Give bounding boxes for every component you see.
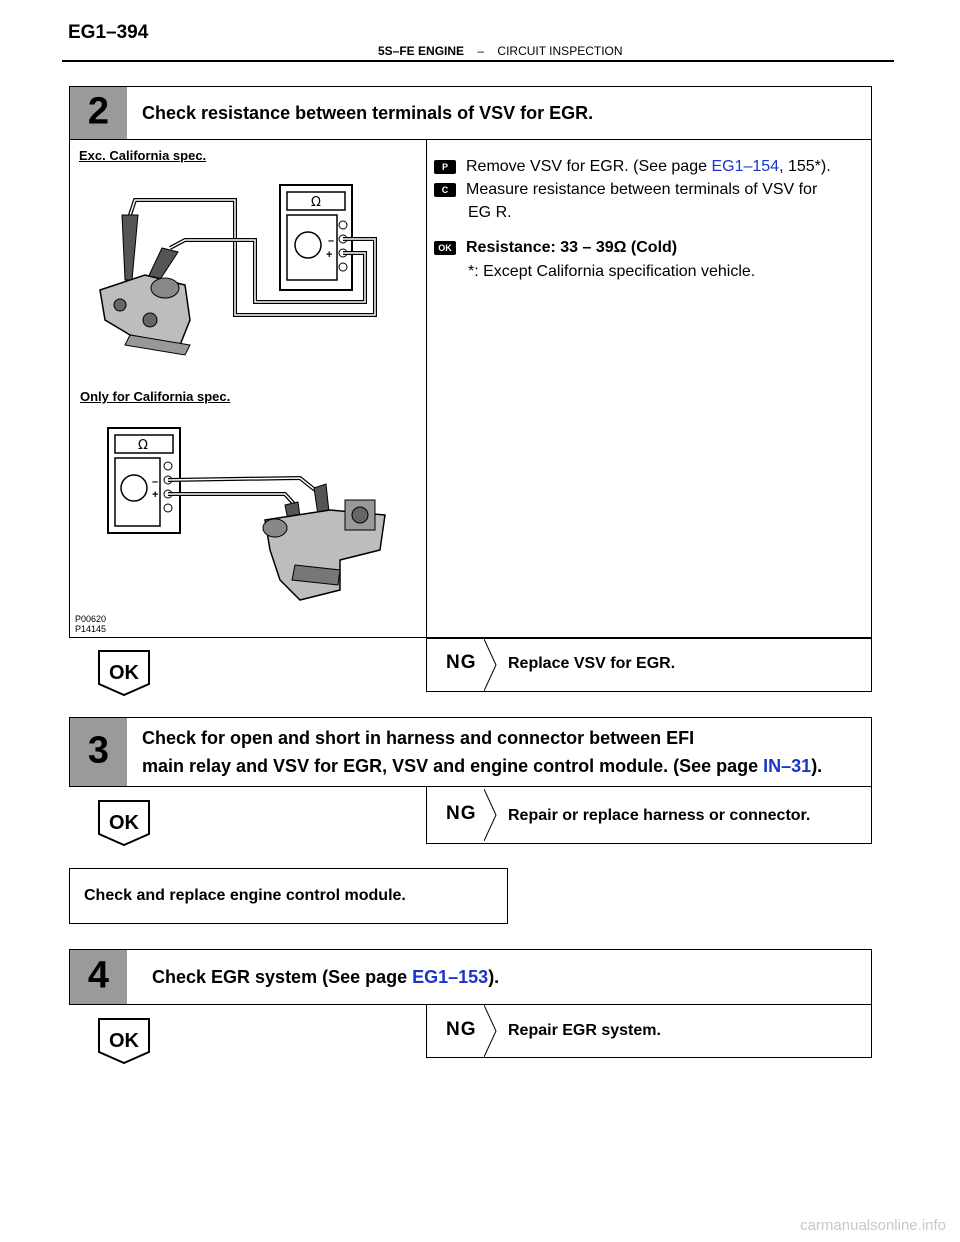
instruction-c xyxy=(434,178,817,201)
step-2-header xyxy=(69,86,872,140)
step-3-title xyxy=(142,724,861,780)
ok-badge-text: OK xyxy=(109,662,139,684)
ohmmeter-dial xyxy=(295,232,321,258)
ohmmeter-minus: – xyxy=(152,476,159,488)
header-subsection: CIRCUIT INSPECTION xyxy=(497,44,623,58)
c-tag-icon: C xyxy=(434,183,456,197)
step-4-title-tail: ). xyxy=(488,967,500,987)
step-3-number-box xyxy=(70,718,127,786)
ohmmeter-minus: – xyxy=(328,235,335,247)
step-2-divider xyxy=(426,139,427,638)
watermark: carmanualsonline.info xyxy=(800,1217,946,1234)
vsv-port xyxy=(352,507,368,523)
step-4-number: 4 xyxy=(87,954,110,997)
figure-exc-california xyxy=(90,170,390,370)
ng-label-step-2: NG xyxy=(446,652,477,673)
page-header xyxy=(378,44,623,58)
instruction-p-tail: , 155*). xyxy=(779,158,831,175)
instruction-c-line1: Measure resistance between terminals of VSV for xyxy=(466,181,818,198)
ng-action-step-2: Replace VSV for EGR. xyxy=(508,655,676,672)
header-section: 5S–FE ENGINE xyxy=(378,44,465,58)
ng-action-step-3: Repair or replace harness or connector. xyxy=(508,807,811,824)
vsv-connector xyxy=(151,278,179,298)
step-3-title-line1: Check for open and short in harness and connector between EFI xyxy=(142,728,695,748)
footnote: *: Except California specification vehicle. xyxy=(468,263,756,280)
ohmmeter-plus: + xyxy=(326,249,333,261)
step-3-title-line2 xyxy=(142,752,861,780)
instruction-p-text: Remove VSV for EGR. (See page xyxy=(466,158,712,175)
test-lead xyxy=(168,494,295,505)
ng-label-step-3: NG xyxy=(446,803,477,824)
step-3-number: 3 xyxy=(87,729,110,772)
header-rule xyxy=(62,60,894,62)
figure-code-1: P00620 xyxy=(75,614,107,624)
ok-badge-text: OK xyxy=(109,812,139,834)
step-4-number-box xyxy=(70,950,127,1004)
ecm-action-text: Check and replace engine control module. xyxy=(84,887,406,904)
ohmmeter-jack xyxy=(164,462,172,470)
step-4-header xyxy=(69,949,872,1005)
step-4-title-text: Check EGR system (See page xyxy=(152,967,413,987)
instruction-p xyxy=(434,155,831,178)
ohmmeter-plus: + xyxy=(152,489,159,501)
link-in-31[interactable]: IN–31 xyxy=(763,756,812,776)
step-2-number: 2 xyxy=(87,90,110,133)
ohmmeter-jack xyxy=(164,504,172,512)
ok-badge-step-4 xyxy=(98,1018,150,1064)
ng-action-step-4: Repair EGR system. xyxy=(508,1022,661,1039)
ng-arrow-icon xyxy=(484,789,498,841)
ohmmeter-dial xyxy=(121,475,147,501)
ohmmeter-symbol: Ω xyxy=(311,195,321,210)
link-eg1-153[interactable]: EG1–153 xyxy=(412,967,489,987)
vsv-port xyxy=(143,313,157,327)
figure-code xyxy=(75,614,106,634)
step-3-title-line2-tail: ). xyxy=(811,756,823,776)
ng-label-step-4: NG xyxy=(446,1019,477,1040)
instruction-ok xyxy=(434,236,677,259)
step-4-title xyxy=(152,963,861,991)
p-tag-icon: P xyxy=(434,160,456,174)
ok-badge-step-2 xyxy=(98,650,150,696)
ok-badge-step-3 xyxy=(98,800,150,846)
ng-arrow-icon xyxy=(484,1005,498,1057)
header-separator: – xyxy=(477,44,485,58)
vsv-port xyxy=(114,299,126,311)
step-3-header xyxy=(69,717,872,787)
ohmmeter-symbol: Ω xyxy=(138,438,148,453)
figure-code-2: P14145 xyxy=(75,624,107,634)
ok-tag-icon: OK xyxy=(434,241,456,255)
ohmmeter-jack xyxy=(339,263,347,271)
page-number: EG1–394 xyxy=(68,22,149,43)
figure-california xyxy=(100,420,400,605)
link-eg1-154[interactable]: EG1–154 xyxy=(711,158,780,175)
figure-label-exc-california: Exc. California spec. xyxy=(79,148,207,163)
resistance-spec: Resistance: 33 – 39Ω (Cold) xyxy=(466,239,678,256)
step-2-title: Check resistance between terminals of VSV for EGR. xyxy=(142,103,594,123)
figure-label-california: Only for California spec. xyxy=(80,389,231,404)
instruction-c-line2: EG R. xyxy=(468,204,512,221)
vsv-port xyxy=(263,519,287,537)
ohmmeter-jack xyxy=(339,221,347,229)
step-2-number-box xyxy=(70,87,127,139)
step-3-title-line2-text: main relay and VSV for EGR, VSV and engine control module. (See page xyxy=(142,756,764,776)
ok-badge-text: OK xyxy=(109,1030,139,1052)
test-probe xyxy=(122,215,138,280)
ng-arrow-icon xyxy=(484,639,498,691)
